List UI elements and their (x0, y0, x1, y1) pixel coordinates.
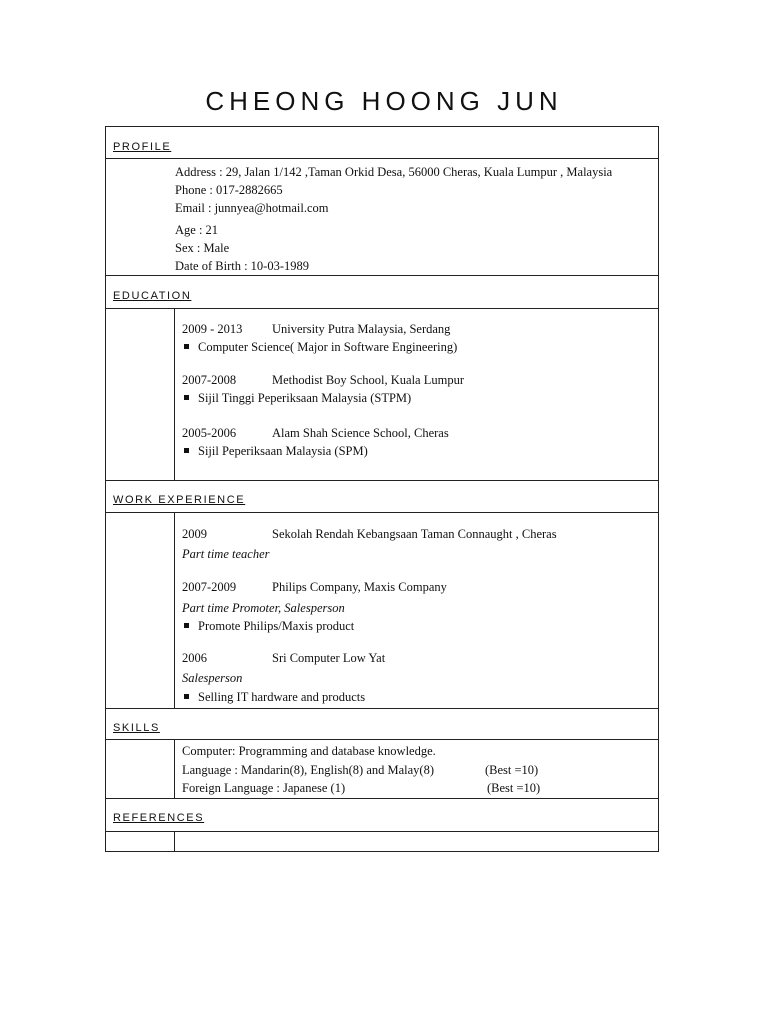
work-detail: Selling IT hardware and products (184, 689, 365, 705)
resume-table (105, 126, 659, 852)
work-place: Sekolah Rendah Kebangsaan Taman Connaught , Cheras (272, 527, 557, 541)
profile-address: Address : 29, Jalan 1/142 ,Taman Orkid Desa, 56000 Cheras, Kuala Lumpur , Malaysia (175, 165, 613, 179)
education-school: Methodist Boy School, Kuala Lumpur (272, 373, 464, 387)
divider (106, 831, 658, 832)
education-detail: Computer Science( Major in Software Engineering) (184, 339, 457, 355)
resume-name: CHEONG HOONG JUN (205, 86, 563, 116)
column-divider (174, 739, 175, 798)
work-year: 2007-2009 (182, 580, 237, 594)
divider (106, 480, 658, 481)
divider (106, 275, 658, 276)
column-divider (174, 308, 175, 480)
work-year: 2006 (182, 651, 207, 665)
work-role: Part time Promoter, Salesperson (182, 601, 345, 615)
divider (106, 798, 658, 799)
bullet-icon (184, 694, 189, 699)
work-role: Part time teacher (182, 547, 270, 561)
profile-age: Age : 21 (175, 223, 219, 237)
section-title-education: EDUCATION (113, 290, 192, 302)
divider (106, 308, 658, 309)
bullet-icon (184, 623, 189, 628)
work-role: Salesperson (182, 671, 243, 685)
bullet-icon (184, 344, 189, 349)
work-place: Sri Computer Low Yat (272, 651, 386, 665)
education-detail: Sijil Peperiksaan Malaysia (SPM) (184, 443, 368, 459)
skills-foreign-language: Foreign Language : Japanese (1) (182, 781, 346, 795)
profile-sex: Sex : Male (175, 241, 230, 255)
profile-email: Email : junnyea@hotmail.com (175, 201, 329, 215)
bullet-icon (184, 448, 189, 453)
bullet-icon (184, 395, 189, 400)
divider (106, 708, 658, 709)
skills-foreign-note: (Best =10) (487, 781, 541, 795)
work-year: 2009 (182, 527, 207, 541)
profile-phone: Phone : 017-2882665 (175, 183, 283, 197)
education-school: University Putra Malaysia, Serdang (272, 322, 451, 336)
education-years: 2005-2006 (182, 426, 237, 440)
skills-language-note: (Best =10) (485, 763, 539, 777)
divider (106, 512, 658, 513)
skills-computer: Computer: Programming and database knowledge. (182, 744, 436, 758)
education-years: 2009 - 2013 (182, 322, 243, 336)
section-title-references: REFERENCES (113, 812, 205, 824)
column-divider (174, 512, 175, 708)
profile-dob: Date of Birth : 10-03-1989 (175, 259, 310, 273)
divider (106, 158, 658, 159)
column-divider (174, 831, 175, 851)
divider (106, 739, 658, 740)
section-title-skills: SKILLS (113, 722, 160, 734)
work-place: Philips Company, Maxis Company (272, 580, 447, 594)
education-detail: Sijil Tinggi Peperiksaan Malaysia (STPM) (184, 390, 411, 406)
work-detail: Promote Philips/Maxis product (184, 618, 354, 634)
education-years: 2007-2008 (182, 373, 237, 387)
skills-language: Language : Mandarin(8), English(8) and Malay(8) (182, 763, 435, 777)
section-title-work: WORK EXPERIENCE (113, 494, 246, 506)
section-title-profile: PROFILE (113, 141, 172, 153)
education-school: Alam Shah Science School, Cheras (272, 426, 449, 440)
